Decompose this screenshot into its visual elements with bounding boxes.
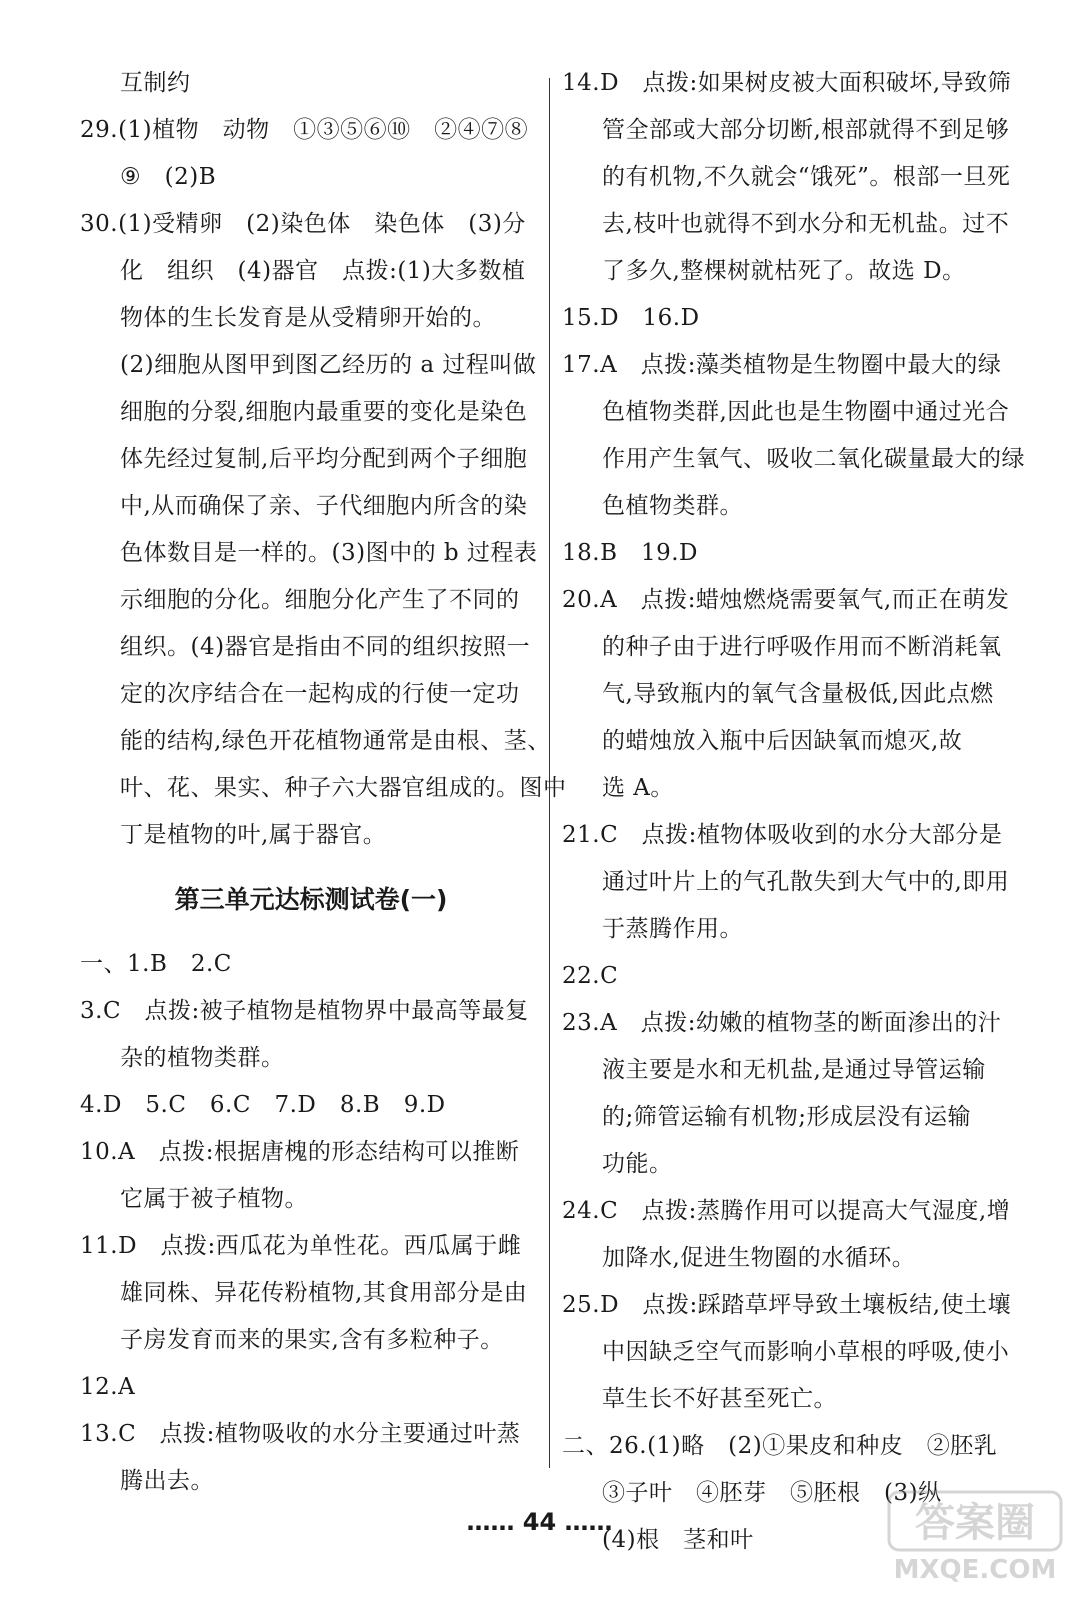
answer-line: 叶、花、果实、种子六大器官组成的。图中 <box>120 775 567 801</box>
answer-line: 17.A 点拨:藻类植物是生物圈中最大的绿 <box>562 352 1002 378</box>
answer-line: 的蜡烛放入瓶中后因缺氧而熄灭,故 <box>602 728 963 754</box>
answer-line: 杂的植物类群。 <box>120 1045 285 1071</box>
answer-line: 14.D 点拨:如果树皮被大面积破坏,导致筛 <box>562 70 1012 96</box>
answer-line: 10.A 点拨:根据唐槐的形态结构可以推断 <box>80 1139 520 1165</box>
answer-line: 管全部或大部分切断,根部就得不到足够 <box>602 117 1010 143</box>
answer-line: 雄同株、异花传粉植物,其食用部分是由 <box>120 1280 528 1306</box>
answer-line: 互制约 <box>120 70 191 96</box>
answer-line: 12.A <box>80 1374 136 1400</box>
answer-line: 29.(1)植物 动物 ①③⑤⑥⑩ ②④⑦⑧ <box>80 117 529 143</box>
answer-line: (4)根 茎和叶 <box>602 1527 754 1553</box>
answer-line: 功能。 <box>602 1151 673 1177</box>
right-column <box>562 60 1024 1564</box>
watermark-logo <box>885 1486 1065 1586</box>
answer-line: 物体的生长发育是从受精卵开始的。 <box>120 305 496 331</box>
answer-line: 加降水,促进生物圈的水循环。 <box>602 1245 916 1271</box>
answer-line: 体先经过复制,后平均分配到两个子细胞 <box>120 446 528 472</box>
answer-line: 11.D 点拨:西瓜花为单性花。西瓜属于雌 <box>80 1233 522 1259</box>
watermark-top-text: 答案圈 <box>915 1500 1035 1546</box>
answer-line: 化 组织 (4)器官 点拨:(1)大多数植 <box>120 258 526 284</box>
answer-line: 色体数目是一样的。(3)图中的 b 过程表 <box>120 540 538 566</box>
answer-line: 24.C 点拨:蒸腾作用可以提高大气湿度,增 <box>562 1198 1011 1224</box>
section-title: 第三单元达标测试卷(一) <box>174 885 448 914</box>
answer-line: 了多久,整棵树就枯死了。故选 D。 <box>602 258 966 284</box>
answer-line: 定的次序结合在一起构成的行使一定功 <box>120 681 520 707</box>
answer-line: 3.C 点拨:被子植物是植物界中最高等最复 <box>80 998 529 1024</box>
answer-line: 中,从而确保了亲、子代细胞内所含的染 <box>120 493 528 519</box>
answer-line: 它属于被子植物。 <box>120 1186 308 1212</box>
answer-line: 作用产生氧气、吸收二氧化碳量最大的绿 <box>602 446 1025 472</box>
answer-line: 子房发育而来的果实,含有多粒种子。 <box>120 1327 504 1353</box>
answer-line: 21.C 点拨:植物体吸收到的水分大部分是 <box>562 822 1003 848</box>
answer-line: 的;筛管运输有机物;形成层没有运输 <box>602 1104 971 1130</box>
answer-line: 一、1.B 2.C <box>80 951 232 977</box>
answer-line: 20.A 点拨:蜡烛燃烧需要氧气,而正在萌发 <box>562 587 1010 613</box>
answer-line: 4.D 5.C 6.C 7.D 8.B 9.D <box>80 1092 446 1118</box>
answer-line: 15.D 16.D <box>562 305 700 331</box>
answer-line: 示细胞的分化。细胞分化产生了不同的 <box>120 587 520 613</box>
answer-line: 去,枝叶也就得不到水分和无机盐。过不 <box>602 211 1010 237</box>
answer-line: ⑨ (2)B <box>120 164 217 190</box>
answer-line: 腾出去。 <box>120 1468 214 1494</box>
page-number: …… 44 …… <box>466 1508 613 1536</box>
answer-line: 选 A。 <box>602 775 674 801</box>
answer-line: 22.C <box>562 963 619 989</box>
answer-line: 气,导致瓶内的氧气含量极低,因此点燃 <box>602 681 994 707</box>
answer-line: 草生长不好甚至死亡。 <box>602 1386 837 1412</box>
answer-line: 25.D 点拨:踩踏草坪导致土壤板结,使土壤 <box>562 1292 1012 1318</box>
answer-line: 30.(1)受精卵 (2)染色体 染色体 (3)分 <box>80 211 526 237</box>
answer-line: 色植物类群。 <box>602 493 743 519</box>
answer-line: 能的结构,绿色开花植物通常是由根、茎、 <box>120 728 551 754</box>
answer-line: 的种子由于进行呼吸作用而不断消耗氧 <box>602 634 1002 660</box>
answer-line: 色植物类群,因此也是生物圈中通过光合 <box>602 399 1010 425</box>
answer-line: ③子叶 ④胚芽 ⑤胚根 (3)纵 <box>602 1480 942 1506</box>
answer-line: 液主要是水和无机盐,是通过导管运输 <box>602 1057 986 1083</box>
answer-line: 23.A 点拨:幼嫩的植物茎的断面渗出的汁 <box>562 1010 1002 1036</box>
answer-line: 通过叶片上的气孔散失到大气中的,即用 <box>602 869 1010 895</box>
answer-line: (2)细胞从图甲到图乙经历的 a 过程叫做 <box>120 352 537 378</box>
answer-line: 二、26.(1)略 (2)①果皮和种皮 ②胚乳 <box>562 1433 998 1459</box>
answer-line: 细胞的分裂,细胞内最重要的变化是染色 <box>120 399 528 425</box>
answer-line: 18.B 19.D <box>562 540 698 566</box>
answer-line: 于蒸腾作用。 <box>602 916 743 942</box>
answer-line: 中因缺乏空气而影响小草根的呼吸,使小 <box>602 1339 1010 1365</box>
answer-line: 丁是植物的叶,属于器官。 <box>120 822 387 848</box>
answer-line: 组织。(4)器官是指由不同的组织按照一 <box>120 634 531 660</box>
watermark-bottom-text: MXQE.COM <box>893 1555 1057 1585</box>
answer-line: 13.C 点拨:植物吸收的水分主要通过叶蒸 <box>80 1421 521 1447</box>
left-column <box>80 60 567 1505</box>
answer-line: 的有机物,不久就会“饿死”。根部一旦死 <box>602 164 1011 190</box>
